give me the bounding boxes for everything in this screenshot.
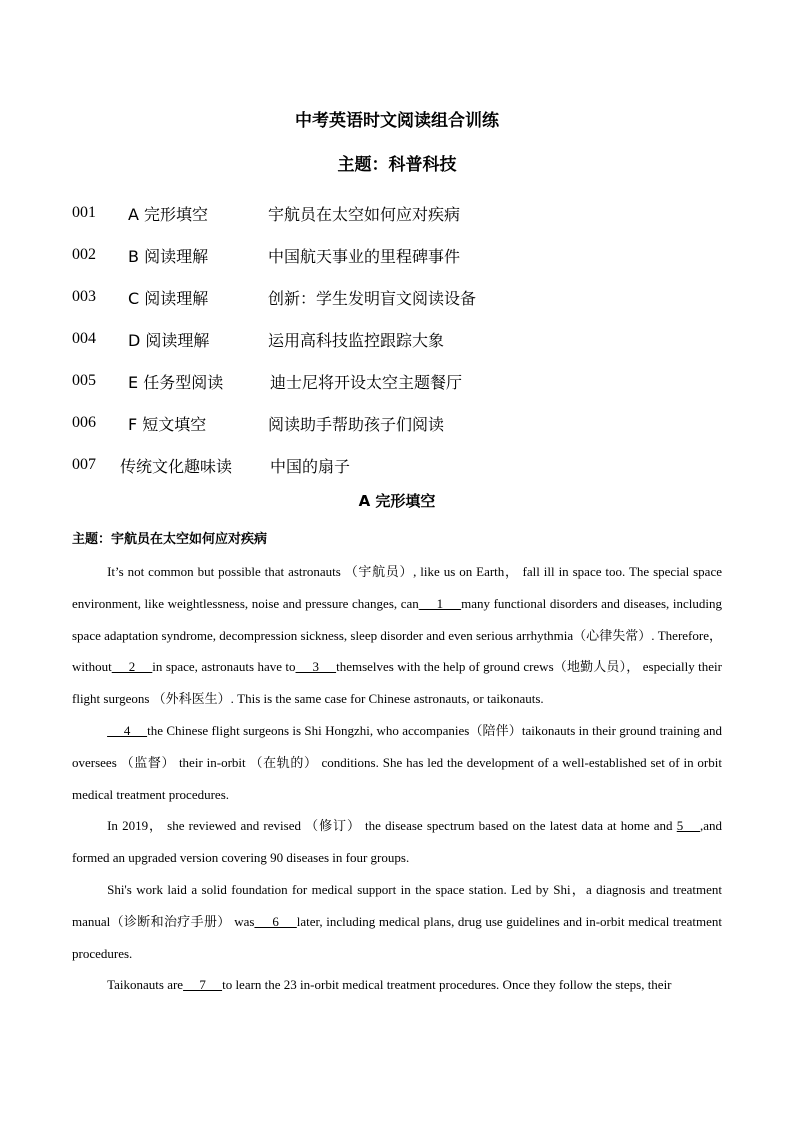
toc-type: B 阅读理解 — [128, 246, 209, 266]
passage-text: themselves with the help of ground crews（地勤人员）， especially their flight surgeons （外科医生）. This is the same case for Chinese astronauts, or taikonauts. — [72, 659, 722, 707]
blank-7: 7 — [183, 977, 223, 993]
toc-description: 中国航天事业的里程碑事件 — [268, 246, 461, 266]
toc-type: A 完形填空 — [128, 204, 209, 224]
paragraph — [72, 969, 722, 1001]
toc-number: 001 — [72, 204, 96, 221]
toc-type: C 阅读理解 — [128, 288, 209, 308]
toc-item — [72, 234, 732, 276]
passage-text: later, including medical plans, drug use guidelines and in-orbit medical treatment procedures. — [72, 913, 723, 961]
toc-description: 宇航员在太空如何应对疾病 — [268, 204, 461, 224]
document-subtitle: 主题：科普科技 — [337, 155, 457, 175]
toc-item — [72, 402, 732, 444]
toc-type: E 任务型阅读 — [128, 372, 224, 392]
paragraph — [72, 556, 722, 715]
toc-number: 002 — [72, 246, 96, 263]
toc-description: 中国的扇子 — [270, 456, 351, 476]
toc-item — [72, 192, 732, 234]
passage-text: to learn the 23 in-orbit medical treatment procedures. Once they follow the steps, their — [222, 977, 672, 993]
blank-1: 1 — [418, 595, 462, 611]
toc-number: 006 — [72, 414, 96, 431]
toc-item — [72, 318, 732, 360]
passage-text: in space, astronauts have to — [152, 659, 296, 675]
passage-text: In 2019， she reviewed and revised （修订） the disease spectrum based on the latest data at home and — [107, 818, 673, 834]
toc-item — [72, 276, 732, 318]
toc-number: 004 — [72, 330, 96, 347]
passage-text: Taikonauts are — [107, 977, 184, 993]
blank-5: 5 — [676, 818, 700, 834]
toc-type: 传统文化趣味读 — [120, 456, 233, 476]
blank-6: 6 — [254, 913, 297, 929]
paragraph — [72, 810, 722, 874]
passage-text: the Chinese flight surgeons is Shi Hongzhi, who accompanies（陪伴）taikonauts in their ground training and oversees （监督） their in-orbit （在轨的） conditions. She has led the development of a well-established set of in orbit medical treatment procedures. — [72, 722, 722, 802]
blank-2: 2 — [111, 659, 153, 675]
table-of-contents — [72, 192, 732, 486]
toc-item — [72, 360, 732, 402]
toc-description: 迪士尼将开设太空主题餐厅 — [270, 372, 463, 392]
toc-description: 阅读助手帮助孩子们阅读 — [268, 414, 445, 434]
toc-number: 005 — [72, 372, 96, 389]
blank-3: 3 — [295, 659, 337, 675]
toc-type: D 阅读理解 — [128, 330, 210, 350]
toc-number: 003 — [72, 288, 96, 305]
toc-number: 007 — [72, 456, 96, 473]
passage-body — [72, 556, 722, 1001]
document-title: 中考英语时文阅读组合训练 — [295, 111, 499, 131]
toc-item — [72, 444, 732, 486]
section-heading: A 完形填空 — [358, 492, 436, 510]
passage-text: ,and formed an upgraded version covering 90 diseases in four groups. — [72, 818, 723, 866]
paragraph — [72, 715, 722, 810]
blank-4: 4 — [107, 722, 148, 738]
toc-description: 创新：学生发明盲文阅读设备 — [268, 288, 477, 308]
passage-text: Shi's work laid a solid foundation for medical support in the space station. Led by Shi，a diagnosis and treatment manual（诊断和治疗手册） was — [72, 881, 722, 929]
paragraph — [72, 874, 722, 969]
passage-text: many functional disorders and diseases, including space adaptation syndrome, decompression sickness, sleep disorder and even serious arrhythmia（心律失常）. Therefore，without — [72, 595, 723, 675]
section-topic: 主题：宇航员在太空如何应对疾病 — [72, 532, 268, 547]
passage-text: It’s not common but possible that astronauts （宇航员）, like us on Earth， fall ill in space too. The special space environment, like weightlessness, noise and pressure changes, can — [72, 564, 722, 611]
toc-description: 运用高科技监控跟踪大象 — [268, 330, 445, 350]
toc-type: F 短文填空 — [128, 414, 207, 434]
